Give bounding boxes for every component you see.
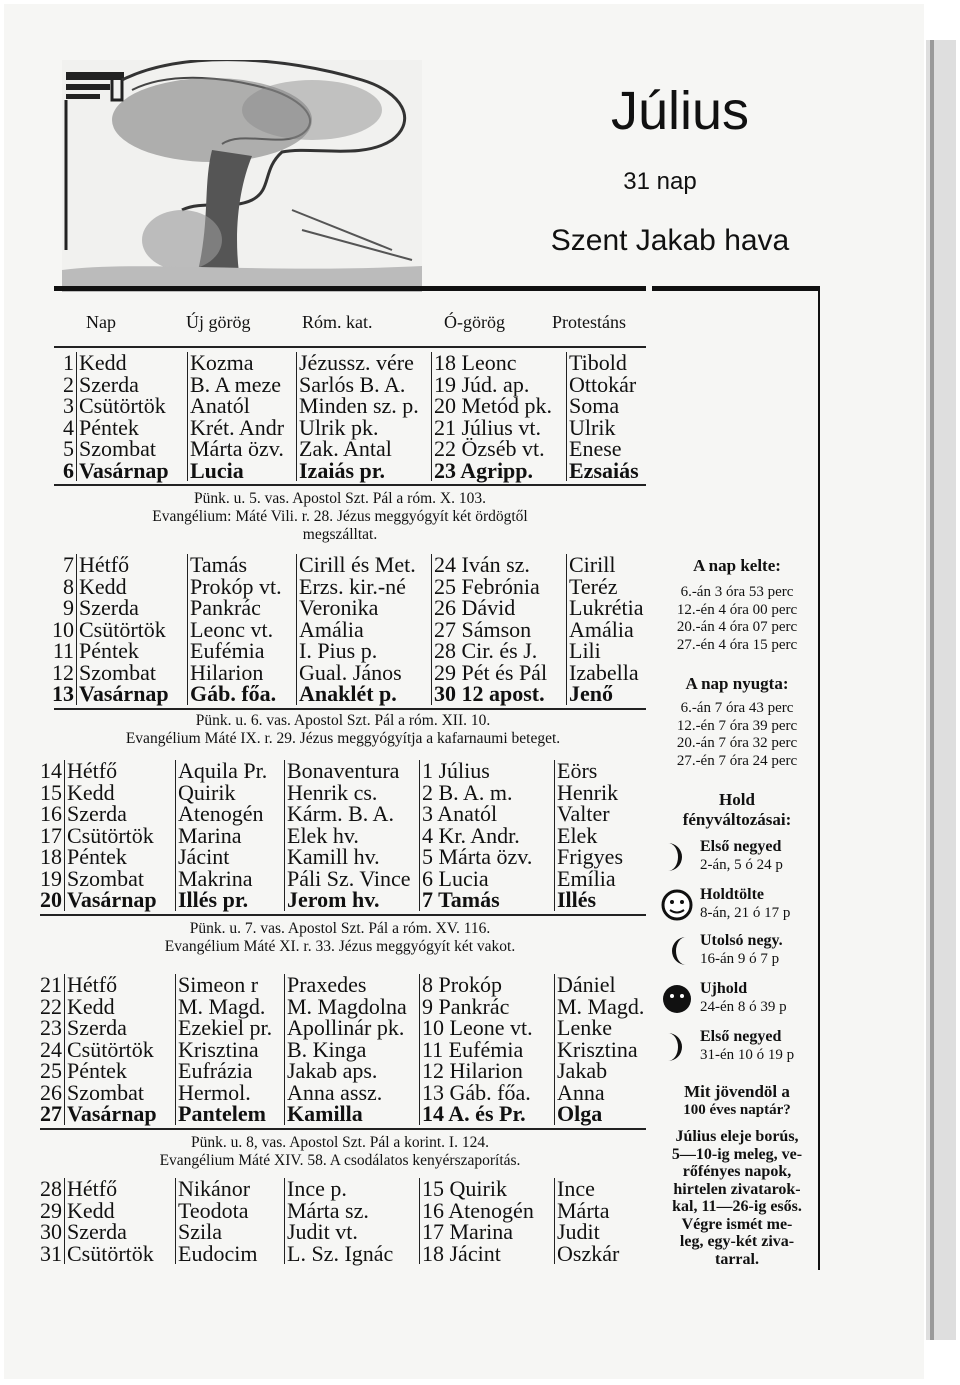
day-row (36, 760, 649, 782)
month-nickname: Szent Jakab hava (550, 224, 790, 257)
note-line: Pünk. u. 8, vas. Apostol Szt. Pál a korint. I. 124. (191, 1134, 489, 1151)
sunrise-title: A nap kelte: (693, 556, 781, 575)
day-row (36, 846, 649, 868)
day-number: 31 (36, 1243, 65, 1265)
forecast-line: tarral. (715, 1250, 759, 1268)
note-line: Evangélium Máté XIV. 58. A csodálatos kenyérszaporítás. (159, 1152, 521, 1169)
day-name: Csütörtök (77, 619, 188, 641)
roman-catholic-name: Ulrik pk. (297, 417, 432, 439)
protestant-name: Jenő (569, 681, 613, 706)
new-greek-name: Quirik (176, 782, 285, 804)
day-name: Vasárnap (77, 683, 188, 705)
day-row (48, 597, 661, 619)
forecast-title (654, 1082, 820, 1119)
day-number: 20 (36, 889, 65, 911)
old-greek-name: 3 Anatól (420, 803, 555, 825)
forecast-line: rőfényes napok, (682, 1163, 792, 1180)
old-greek-name: 18 Jácint (420, 1243, 555, 1265)
day-name: Szerda (65, 803, 176, 825)
roman-catholic-name: Erzs. kir.-né (297, 576, 432, 598)
new-greek-name: Makrina (176, 868, 285, 890)
old-greek-name: 17 Marina (420, 1221, 555, 1243)
day-name: Csütörtök (77, 395, 188, 417)
sunset-block (654, 674, 820, 770)
roman-catholic-name: Zak. Antal (297, 438, 432, 460)
forecast-line: kal, 11—26-ig esős. (672, 1198, 802, 1215)
phase-time: 16-án 9 ó 7 p (700, 951, 780, 967)
protestant-name: Anna (557, 1079, 605, 1105)
new-greek-name: Márta özv. (188, 438, 297, 460)
sunrise-line: 6.-án 3 óra 53 perc (680, 584, 794, 600)
first-quarter-moon-icon (660, 840, 694, 874)
protestant-name: Izabella (569, 659, 639, 685)
new-greek-name: Leonc vt. (188, 619, 297, 641)
roman-catholic-name: Izaiás pr. (297, 460, 432, 482)
day-row (36, 1178, 649, 1200)
header-rule (54, 346, 646, 348)
roman-catholic-name: Amália (297, 619, 432, 641)
note-line: Evangélium Máté IX. r. 29. Jézus meggyógyítja a kafarnaumi beteget. (125, 730, 561, 747)
day-number: 9 (48, 597, 77, 619)
old-greek-name: 22 Özséb vt. (432, 438, 567, 460)
day-row (36, 889, 649, 911)
day-number: 29 (36, 1200, 65, 1222)
header-o-gorog: Ó-görög (444, 312, 505, 332)
protestant-name: Emília (557, 865, 616, 891)
phase-time: 2-án, 5 ó 24 p (700, 857, 783, 873)
moon-title-line: fényváltozásai: (682, 810, 792, 829)
note-line: Pünk. u. 5. vas. Apostol Szt. Pál a róm. X. 103. (194, 490, 486, 507)
day-number: 17 (36, 825, 65, 847)
day-number: 26 (36, 1082, 65, 1104)
day-name: Csütörtök (65, 1039, 176, 1061)
new-greek-name: Szila (176, 1221, 285, 1243)
new-greek-name: Simeon r (176, 974, 285, 996)
new-greek-name: M. Magd. (176, 996, 285, 1018)
protestant-name: Valter (557, 801, 610, 826)
day-number: 14 (36, 760, 65, 782)
forecast-line: leg, egy-két ziva- (679, 1233, 795, 1250)
roman-catholic-name: L. Sz. Ignác (285, 1243, 420, 1265)
old-greek-name: 2 B. A. m. (420, 782, 555, 804)
day-name: Szombat (77, 438, 188, 460)
first-quarter-moon-icon (660, 1030, 694, 1064)
old-greek-name: 13 Gáb. főa. (420, 1082, 555, 1104)
protestant-name: Ezsaiás (569, 457, 639, 483)
old-greek-name: 25 Febrónia (432, 576, 567, 598)
day-name: Szerda (65, 1017, 176, 1039)
old-greek-name: 14 A. és Pr. (420, 1103, 555, 1125)
phase-time: 24-én 8 ó 39 p (700, 999, 787, 1015)
new-greek-name: Eufémia (188, 640, 297, 662)
day-number: 1 (48, 352, 77, 374)
new-greek-name: Teodota (176, 1200, 285, 1222)
protestant-name: Judit (557, 1219, 600, 1244)
day-row (36, 974, 649, 996)
sunset-line: 6.-án 7 óra 43 perc (680, 700, 794, 716)
roman-catholic-name: Jézussz. vére (297, 352, 432, 374)
day-row (48, 395, 661, 417)
note-line: Evangélium: Máté Vili. r. 28. Jézus meggyógyít két ördögtől (152, 508, 528, 525)
week-rule-1 (54, 484, 646, 486)
forecast-title-line: Mit jövendöl a (684, 1082, 790, 1101)
old-greek-name: 24 Iván sz. (432, 554, 567, 576)
day-number: 25 (36, 1060, 65, 1082)
phase-time: 8-án, 21 ó 17 p (700, 905, 791, 921)
roman-catholic-name: Apollinár pk. (285, 1017, 420, 1039)
day-name: Vasárnap (65, 889, 176, 911)
roman-catholic-name: Praxedes (285, 974, 420, 996)
day-name: Vasárnap (77, 460, 188, 482)
day-number: 8 (48, 576, 77, 598)
day-name: Hétfő (77, 554, 188, 576)
protestant-name: Frigyes (557, 844, 623, 869)
roman-catholic-name: Gual. János (297, 662, 432, 684)
protestant-name: Amália (569, 616, 634, 642)
new-greek-name: Lucia (188, 460, 297, 482)
day-row (36, 1243, 649, 1265)
day-number: 23 (36, 1017, 65, 1039)
day-name: Kedd (77, 352, 188, 374)
note-line: Evangélium Máté XI. r. 33. Jézus meggyógyít két vakot. (164, 938, 516, 955)
protestant-name: Ince (557, 1176, 595, 1201)
roman-catholic-name: Judit vt. (285, 1221, 420, 1243)
day-row (48, 576, 661, 598)
note-line: megszálltat. (302, 526, 378, 543)
protestant-name: Ottokár (569, 371, 637, 397)
new-greek-name: Anatól (188, 395, 297, 417)
day-row (36, 1103, 649, 1125)
forecast-line: Július eleje borús, (675, 1128, 799, 1145)
day-name: Péntek (65, 1060, 176, 1082)
new-greek-name: Krét. Andr (188, 417, 297, 439)
old-greek-name: 8 Prokóp (420, 974, 555, 996)
day-name: Csütörtök (65, 1243, 176, 1265)
day-row (48, 619, 661, 641)
moon-title-line: Hold (719, 790, 755, 809)
day-name: Vasárnap (65, 1103, 176, 1125)
day-name: Kedd (77, 576, 188, 598)
old-greek-name: 21 Július vt. (432, 417, 567, 439)
day-name: Szerda (65, 1221, 176, 1243)
roman-catholic-name: Cirill és Met. (297, 554, 432, 576)
forecast-text (656, 1128, 818, 1268)
new-greek-name: Gáb. főa. (188, 683, 297, 705)
new-greek-name: Prokóp vt. (188, 576, 297, 598)
old-greek-name: 18 Leonc (432, 352, 567, 374)
day-name: Hétfő (65, 974, 176, 996)
day-name: Kedd (65, 996, 176, 1018)
day-number: 16 (36, 803, 65, 825)
protestant-name: Márta (557, 1197, 610, 1223)
sunset-line: 20.-án 7 óra 32 perc (676, 735, 798, 751)
day-name: Szombat (65, 1082, 176, 1104)
day-row (36, 868, 649, 890)
new-moon-icon (660, 982, 694, 1016)
day-number: 15 (36, 782, 65, 804)
day-row (36, 1017, 649, 1039)
forecast-line: 5—10-ig meleg, ve- (671, 1145, 803, 1163)
day-name: Péntek (77, 640, 188, 662)
day-row (48, 460, 661, 482)
new-greek-name: Marina (176, 825, 285, 847)
day-number: 5 (48, 438, 77, 460)
sunset-title: A nap nyugta: (685, 674, 789, 693)
protestant-name: Cirill (569, 552, 616, 577)
week-table-2 (48, 554, 661, 705)
new-greek-name: Illés pr. (176, 889, 285, 911)
old-greek-name: 19 Júd. ap. (432, 374, 567, 396)
roman-catholic-name: Kárm. B. A. (285, 803, 420, 825)
roman-catholic-name: Kamill hv. (285, 846, 420, 868)
day-number: 3 (48, 395, 77, 417)
day-row (48, 640, 661, 662)
day-row (48, 683, 661, 705)
header-nap: Nap (86, 312, 116, 332)
day-number: 19 (36, 868, 65, 890)
new-greek-name: Hilarion (188, 662, 297, 684)
roman-catholic-name: Jerom hv. (285, 889, 420, 911)
phase-name: Utolsó negy. (700, 932, 783, 949)
roman-catholic-name: Kamilla (285, 1103, 420, 1125)
forecast-title-line: 100 éves naptár? (683, 1102, 791, 1118)
roman-catholic-name: Márta sz. (285, 1200, 420, 1222)
new-greek-name: Eudocim (176, 1243, 285, 1265)
header-uj-gorog: Új görög (186, 312, 251, 332)
old-greek-name: 4 Kr. Andr. (420, 825, 555, 847)
protestant-name: Eörs (557, 758, 598, 783)
old-greek-name: 29 Pét és Pál (432, 662, 567, 684)
old-greek-name: 1 Július (420, 760, 555, 782)
day-number: 13 (48, 683, 77, 705)
new-greek-name: Pankrác (188, 597, 297, 619)
day-row (36, 825, 649, 847)
new-greek-name: Kozma (188, 352, 297, 374)
roman-catholic-name: I. Pius p. (297, 640, 432, 662)
old-greek-name: 28 Cir. és J. (432, 640, 567, 662)
day-name: Szombat (77, 662, 188, 684)
day-row (36, 1060, 649, 1082)
day-number: 30 (36, 1221, 65, 1243)
week-note-3 (40, 920, 640, 956)
old-greek-name: 10 Leone vt. (420, 1017, 555, 1039)
old-greek-name: 9 Pankrác (420, 996, 555, 1018)
protestant-name: Olga (557, 1101, 603, 1126)
day-row (36, 1221, 649, 1243)
roman-catholic-name: Anna assz. (285, 1082, 420, 1104)
old-greek-name: 5 Márta özv. (420, 846, 555, 868)
roman-catholic-name: B. Kinga (285, 1039, 420, 1061)
note-line: Pünk. u. 6. vas. Apostol Szt. Pál a róm. XII. 10. (195, 712, 491, 729)
day-name: Hétfő (65, 760, 176, 782)
new-greek-name: Nikánor (176, 1178, 285, 1200)
old-greek-name: 27 Sámson (432, 619, 567, 641)
header-protestans: Protestáns (552, 312, 626, 332)
roman-catholic-name: Anaklét p. (297, 683, 432, 705)
week-table-5 (36, 1178, 649, 1264)
old-greek-name: 7 Tamás (420, 889, 555, 911)
day-name: Szerda (77, 597, 188, 619)
roman-catholic-name: Ince p. (285, 1178, 420, 1200)
new-greek-name: B. A meze (188, 374, 297, 396)
roman-catholic-name: Bonaventura (285, 760, 420, 782)
protestant-name: Henrik (557, 779, 619, 805)
week-rule-2 (54, 708, 646, 710)
protestant-name: Jakab (557, 1058, 608, 1083)
forecast-line: hirtelen zivatarok- (673, 1180, 801, 1198)
protestant-name: Elek (557, 822, 598, 848)
day-row (48, 554, 661, 576)
day-number: 28 (36, 1178, 65, 1200)
month-title: Július (610, 81, 750, 141)
roman-catholic-name: Veronika (297, 597, 432, 619)
protestant-name: Soma (569, 393, 620, 418)
new-greek-name: Hermol. (176, 1082, 285, 1104)
day-number: 22 (36, 996, 65, 1018)
page-edge-shadow (930, 40, 934, 1340)
week-rule-4 (40, 1128, 646, 1130)
new-greek-name: Tamás (188, 554, 297, 576)
sunrise-block (654, 556, 820, 654)
protestant-name: Lukrétia (569, 595, 644, 620)
old-greek-name: 12 Hilarion (420, 1060, 555, 1082)
old-greek-name: 23 Agripp. (432, 460, 567, 482)
protestant-name: Tibold (569, 350, 627, 375)
day-row (36, 1039, 649, 1061)
sunset-line: 27.-én 7 óra 24 perc (676, 752, 798, 769)
protestant-name: Krisztina (557, 1036, 638, 1062)
day-number: 2 (48, 374, 77, 396)
sunrise-line: 27.-én 4 óra 15 perc (676, 636, 798, 653)
sidebar-divider (818, 290, 820, 1270)
day-number: 27 (36, 1103, 65, 1125)
week-table-1 (48, 352, 661, 481)
new-greek-name: Krisztina (176, 1039, 285, 1061)
day-row (48, 352, 661, 374)
week-table-4 (36, 974, 649, 1125)
new-greek-name: Jácint (176, 846, 285, 868)
phase-time: 31-én 10 ó 19 p (700, 1047, 795, 1063)
old-greek-name: 11 Eufémia (420, 1039, 555, 1061)
protestant-name: Teréz (569, 573, 618, 599)
day-number: 4 (48, 417, 77, 439)
week-note-4 (40, 1134, 640, 1170)
day-name: Kedd (65, 782, 176, 804)
header-rom-kat: Róm. kat. (302, 312, 373, 332)
woodcut-illustration (62, 60, 422, 292)
protestant-name: Dániel (557, 972, 616, 997)
forecast-line: Végre ismét me- (681, 1215, 793, 1233)
protestant-name: Oszkár (557, 1240, 620, 1266)
roman-catholic-name: M. Magdolna (285, 996, 420, 1018)
day-name: Szombat (65, 868, 176, 890)
day-number: 12 (48, 662, 77, 684)
roman-catholic-name: Jakab aps. (285, 1060, 420, 1082)
days-count: 31 nap (623, 168, 697, 195)
old-greek-name: 30 12 apost. (432, 683, 567, 705)
old-greek-name: 20 Metód pk. (432, 395, 567, 417)
week-note-1 (40, 490, 640, 544)
new-greek-name: Ezekiel pr. (176, 1017, 285, 1039)
day-number: 6 (48, 460, 77, 482)
old-greek-name: 26 Dávid (432, 597, 567, 619)
protestant-name: Illés (557, 887, 597, 912)
day-row (48, 438, 661, 460)
protestant-name: Lili (569, 638, 601, 663)
day-row (36, 782, 649, 804)
day-name: Csütörtök (65, 825, 176, 847)
sunrise-line: 12.-én 4 óra 00 perc (676, 601, 798, 618)
day-number: 21 (36, 974, 65, 996)
roman-catholic-name: Henrik cs. (285, 782, 420, 804)
old-greek-name: 16 Atenogén (420, 1200, 555, 1222)
day-name: Kedd (65, 1200, 176, 1222)
day-name: Hétfő (65, 1178, 176, 1200)
day-number: 18 (36, 846, 65, 868)
sunset-line: 12.-én 7 óra 39 perc (676, 717, 798, 734)
day-row (48, 417, 661, 439)
note-line: Pünk. u. 7. vas. Apostol Szt. Pál a róm. XV. 116. (189, 920, 491, 937)
day-row (48, 374, 661, 396)
new-greek-name: Atenogén (176, 803, 285, 825)
top-rule (54, 286, 646, 291)
week-table-3 (36, 760, 649, 911)
top-rule-side (652, 286, 820, 291)
protestant-name: Ulrik (569, 414, 616, 440)
day-name: Szerda (77, 374, 188, 396)
roman-catholic-name: Sarlós B. A. (297, 374, 432, 396)
last-quarter-moon-icon (660, 934, 694, 968)
roman-catholic-name: Elek hv. (285, 825, 420, 847)
moon-title (654, 790, 820, 830)
day-number: 10 (48, 619, 77, 641)
day-row (36, 1082, 649, 1104)
old-greek-name: 6 Lucia (420, 868, 555, 890)
phase-name: Első negyed (700, 1028, 782, 1045)
day-row (36, 1200, 649, 1222)
roman-catholic-name: Páli Sz. Vince (285, 868, 420, 890)
new-greek-name: Aquila Pr. (176, 760, 285, 782)
phase-name: Első negyed (700, 838, 782, 855)
day-name: Péntek (77, 417, 188, 439)
week-rule-3 (40, 914, 646, 916)
protestant-name: Enese (569, 436, 622, 461)
day-name: Péntek (65, 846, 176, 868)
protestant-name: M. Magd. (557, 993, 645, 1019)
sunrise-line: 20.-án 4 óra 07 perc (676, 619, 798, 635)
full-moon-icon (660, 888, 694, 922)
roman-catholic-name: Minden sz. p. (297, 395, 432, 417)
new-greek-name: Pantelem (176, 1103, 285, 1125)
protestant-name: Lenke (557, 1015, 612, 1040)
day-row (48, 662, 661, 684)
old-greek-name: 15 Quirik (420, 1178, 555, 1200)
day-number: 11 (48, 640, 77, 662)
day-number: 24 (36, 1039, 65, 1061)
day-row (36, 996, 649, 1018)
week-note-2 (40, 712, 646, 748)
phase-name: Holdtölte (700, 886, 764, 903)
new-greek-name: Eufrázia (176, 1060, 285, 1082)
day-row (36, 803, 649, 825)
day-number: 7 (48, 554, 77, 576)
phase-name: Ujhold (700, 980, 748, 997)
